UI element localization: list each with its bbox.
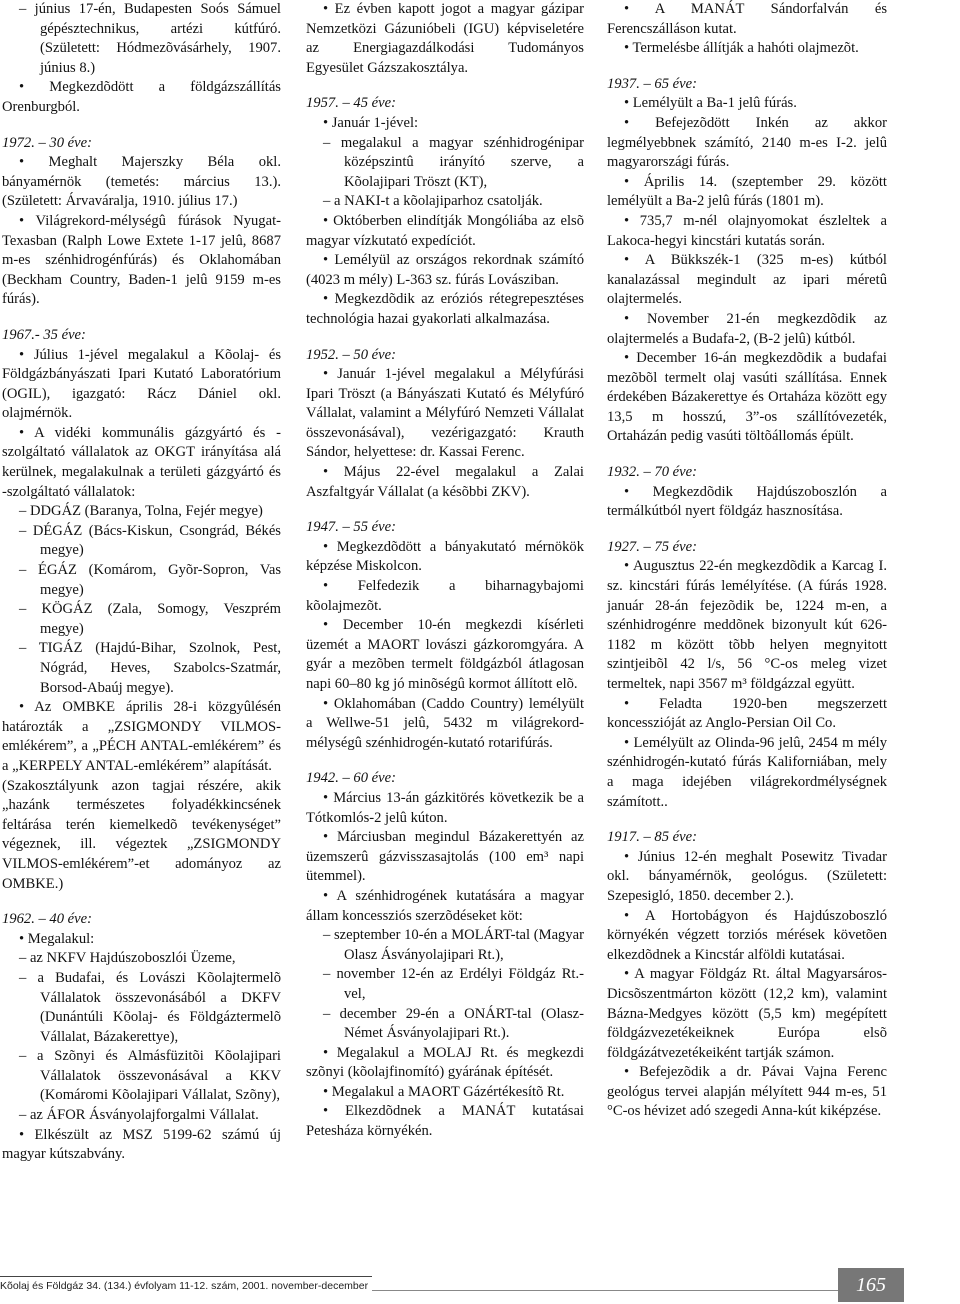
dash-item: – TIGÁZ (Hajdú-Bihar, Szolnok, Pest, Nógrád, Heves, Szabolcs-Szatmár, Borsod-Abaúj megye). [19,640,281,696]
page-number: 165 [838,1268,904,1302]
section-heading: 1957. – 45 éve: [306,95,396,112]
section-heading: 1952. – 50 éve: [306,346,396,363]
dash-item: – november 12-én az Erdélyi Földgáz Rt.-vel, [323,966,584,1002]
dash-item: – az ÁFOR Ásványolajforgalmi Vállalat. [19,1107,259,1124]
text-column-left [2,0,281,1165]
journal-footer: Kõolaj és Földgáz 34. (134.) évfolyam 11-12. szám, 2001. november-december [0,1276,372,1293]
bullet-item: • Lemélyült a Ba-1 jelû fúrás. [624,95,797,112]
bullet-item: • Június 12-én meghalt Posewitz Tivadar okl. bányamérnök, geológus. (Született: Szepesigló, 1850. december 2.). [607,848,887,904]
bullet-item: • Elkezdõdnek a MANÁT kutatásai Petesháza környékén. [306,1103,584,1140]
bullet-item: • Július 1-jével megalakul a Kõolaj- és Földgázbányászati Ipari Kutató Laboratórium (OGIL), igazgató: Rácz Dániel okl. olajmérnök. [2,346,281,422]
bullet-item: • Megkezdõdik Hajdúszoboszlón a termálkútból nyert földgáz hasznosítása. [607,483,887,520]
anniversary-section [306,346,584,503]
bullet-item: • Elkészült az MSZ 5199-62 számú új magyar kútszabvány. [2,1126,281,1163]
anniversary-section [607,463,887,522]
dash-item: – az NKFV Hajdúszoboszlói Üzeme, [19,950,236,967]
bullet-item: • Befejezõdött Inkén az akkor legmélyebbnek számító, 2140 m-es I-2. jelû magyarországi fúrás. [607,114,887,171]
anniversary-section [306,518,584,753]
anniversary-section [2,0,281,118]
section-heading: 1967.- 35 éve: [2,326,86,343]
bullet-item: • Megkezdõdik az eróziós rétegrepesztéses technológia hazai gyakorlati alkalmazása. [306,291,584,327]
anniversary-section [2,910,281,1165]
section-heading: 1972. – 30 éve: [2,134,92,151]
bullet-item: • A magyar Földgáz Rt. által Magyarsáros-Dicsõszentmárton között (12,2 km), valamint Bázna-Medgyes között (5,5 km) megépített földgázvezetékeiknek Európa elsõ földgázátvezetékeiként tartják számon. [607,966,887,1061]
anniversary-section [306,769,584,1141]
dash-item: – június 17-én, Budapesten Soós Sámuel gépésztechnikus, artézi kútfúró. (Született: Hódmezõvásárhely, 1907. június 8.) [19,1,281,76]
bullet-item: • Január 1-jével megalakul a Mélyfúrási Ipari Tröszt (a Bányászati Kutató és Mélyfúró Vállalat, valamint a Mélyfúró Nemzeti Vállalat összevonásával), vezérigazgató: Krauth Sándor, helyettese: dr. Kassai Ferenc. [306,366,584,461]
section-heading: 1927. – 75 éve: [607,538,697,555]
bullet-item: • A Bükkszék-1 (325 m-es) kútból kanalazással megindult az ipari méretû olajtermelés. [607,252,887,308]
bullet-item: • A Hortobágyon és Hajdúszoboszló környékén végzett torziós mérések követõen elkezdõdnek a Kincstár alföldi kutatásai. [607,907,887,963]
anniversary-section [607,0,887,59]
bullet-item: • A MANÁT Sándorfalván és Ferencszálláson kutat. [607,1,887,37]
anniversary-section [306,94,584,329]
dash-item: – megalakul a magyar szénhidrogénipar középszintû irányító szerve, a Kõolajipari Tröszt (KT), [323,134,584,190]
dash-item: – a NAKI-t a kõolajiparhoz csatolják. [323,193,543,210]
footer-rule [372,1290,838,1291]
bullet-item: • A vidéki kommunális gázgyártó és -szolgáltató vállalatok az OKGT irányítása alá kerülnek, megalakulnak a területi gázgyártó és -szolgáltató vállalatok: [2,424,281,500]
dash-item: – KÖGÁZ (Zala, Somogy, Veszprém megye) [19,601,281,637]
bullet-item: • Lemélyült az Olinda-96 jelû, 2454 m mély szénhidrogén-kutató fúrás Kaliforniában, mely a maga idejében világrekordmélységnek számított.. [607,734,887,810]
dash-item: – december 29-én a ONÁRT-tal (Olasz-Német Ásványolajipari Rt.). [323,1005,584,1042]
bullet-item: • Októberben elindítják Mongóliába az elsõ magyar vízkutató expedíciót. [306,212,584,249]
bullet-item: • A szénhidrogének kutatására a magyar állam koncessziós szerzõdéseket köt: [306,887,584,924]
dash-item: – a Szõnyi és Almásfüzitõi Kõolajipari Vállalatok összevonásával a KKV (Komáromi Kõolajipari Vállalat, Szõny), [19,1048,281,1104]
bullet-item: • Megalakul a MOLAJ Rt. és megkezdi szõnyi (kõolajfinomító) gyárának építését. [306,1044,584,1081]
bullet-item: • December 10-én megkezdi kísérleti üzemét a MAORT lovászi gázkoromgyára. A gyár a mezõben termelt földgázból átlagosan napi 60–80 kg jó minõségû kormot állított elõ. [306,617,584,692]
bullet-item: • Oklahomában (Caddo Country) lemélyült a Wellwe-51 jelû, 5432 m világrekord-mélységû szénhidrogén-kutató rotarifúrás. [306,695,584,751]
section-heading: 1937. – 65 éve: [607,75,697,92]
anniversary-section [607,75,887,447]
bullet-item: • December 16-án megkezdõdik a budafai mezõbõl termelt olaj vasúti szállítása. Ennek érdekében Bázakerettye és Ortaháza között egy 13,5 m hosszú, 3”-os szállítóvezeték, Ortaházán pedig vasúti töltõállomás épült. [607,350,887,445]
dash-item: – szeptember 10-én a MOLÁRT-tal (Magyar Olasz Ásványolajipari Rt.), [323,927,584,963]
bullet-item: • Lemélyül az országos rekordnak számító (4023 m mély) L-363 sz. fúrás Lovásziban. [306,252,584,288]
dash-item: – ÉGÁZ (Komárom, Gyõr-Sopron, Vas megye) [19,562,281,598]
anniversary-section [607,538,887,812]
anniversary-section [306,0,584,78]
bullet-item: • Márciusban megindul Bázakerettyén az üzemszerû gázvisszasajtolás (100 em³ napi ütemmel). [306,829,584,885]
bullet-item: • Termelésbe állítják a hahóti olajmezõt. [624,40,859,57]
bullet-item: • Az OMBKE április 28-i közgyûlésén határozták a „ZSIGMONDY VILMOS-emlékérem”, a „PÉCH ANTAL-emlékérem” és a „KERPELY ANTAL-emlékérem” alapítását. [2,699,281,774]
anniversary-section [2,326,281,894]
section-heading: 1962. – 40 éve: [2,911,92,928]
bullet-item: • Meghalt Majerszky Béla okl. bányamérnök (temetés: március 13.). (Született: Árvaváralja, 1910. július 17.) [2,154,281,210]
section-heading: 1947. – 55 éve: [306,519,396,536]
dash-item: – DÉGÁZ (Bács-Kiskun, Csongrád, Békés megye) [19,522,281,559]
section-heading: 1917. – 85 éve: [607,829,697,846]
bullet-item: • November 21-én megkezdõdik az olajtermelés a Budafa-2, (B-2 jelû) kútból. [607,310,887,347]
bullet-item: • Megalakul a MAORT Gázértékesítõ Rt. [323,1083,565,1100]
bullet-item: • Augusztus 22-én megkezdõdik a Karcag I. sz. kincstári fúrás lemélyítése. (A fúrás 1928. január 28-án fejezõdik be, 1224 m-en, a szénhidrogénre meddõnek bizonyult kút 626-1182 m között tõbb helyen megnyitott szintjeibõl 42 l/s, 56 °C-os meleg vizet termeltek, napi 3567 m³ földgázzal együtt. [607,558,887,692]
bullet-item: • Május 22-ével megalakul a Zalai Aszfaltgyár Vállalat (a késõbbi ZKV). [306,464,584,500]
bullet-item: • Április 14. (szeptember 29. között lemélyült a Ba-2 jelû fúrás (1801 m). [607,173,887,210]
text-column-middle [306,0,584,1142]
anniversary-section [607,828,887,1122]
section-heading: 1932. – 70 éve: [607,464,697,481]
anniversary-section [2,134,281,310]
dash-item: – a Budafai, és Lovászi Kõolajtermelõ Vállalatok összevonásából a DKFV (Dunántúli Kõolaj- és Földgáztermelõ Vállalat, Bázakerettye), [19,969,281,1045]
bullet-item: • Ez évben kapott jogot a magyar gázipar Nemzetközi Gázunióbeli (IGU) képviseletére az Energiagazdálkodási Tudományos Egyesület Gázszakosztálya. [306,1,584,76]
bullet-item: • Megkezdõdött a bányakutató mérnökök képzése Miskolcon. [306,538,584,575]
bullet-item: • 735,7 m-nél olajnyomokat észleltek a Lakoca-hegyi kincstári kutatás során. [607,212,887,249]
bullet-item: • Megkezdõdött a földgázszállítás Orenburgból. [2,79,281,115]
text-column-right [607,0,887,1122]
paragraph: (Szakosztályunk azon tagjai részére, akik „hazánk természetes folyadékkincsének feltárása terén kiemelkedõ tevékenységet” végeznek, ill. végeztek „ZSIGMONDY VILMOS-emlékérem”-et adományoz az OMBKE.) [2,777,281,892]
bullet-item: • Feladta 1920-ben megszerzett koncesszióját az Anglo-Persian Oil Co. [607,695,887,732]
bullet-item: • Felfedezik a biharnagybajomi kõolajmezõt. [306,578,584,614]
bullet-item: • Megalakul: [19,930,95,947]
bullet-item: • Január 1-jével: [323,114,419,131]
dash-item: – DDGÁZ (Baranya, Tolna, Fejér megye) [19,503,263,520]
section-heading: 1942. – 60 éve: [306,770,396,787]
bullet-item: • Március 13-án gázkitörés következik be a Tótkomlós-2 jelû kúton. [306,789,584,826]
bullet-item: • Befejezõdik a dr. Pávai Vajna Ferenc geológus tervei alapján mélyített 944 m-es, 51 °C-os hévizet adó szegedi Anna-kút kiképzése. [607,1064,887,1120]
bullet-item: • Világrekord-mélységû fúrások Nyugat-Texasban (Ralph Lowe Extete 1-17 jelû, 8687 m-es szénhidrogénfúrás) és Oklahomában (Beckham Country, Baden-1 jelû 9159 m-es fúrás). [2,212,281,308]
